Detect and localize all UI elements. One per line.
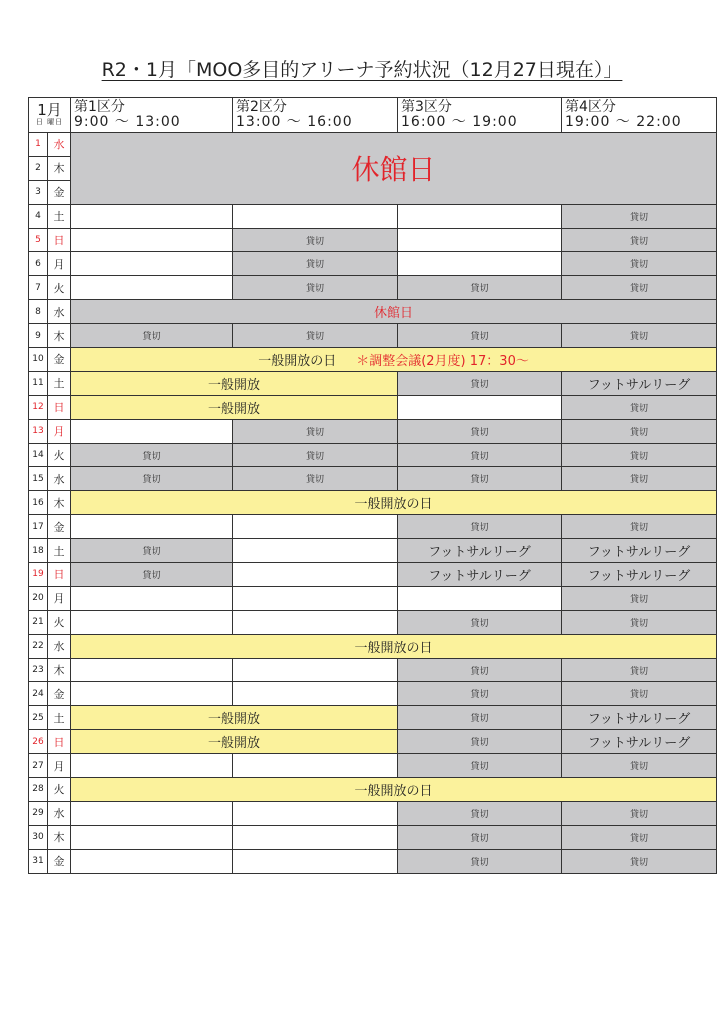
table-row [29, 467, 717, 491]
slot-empty [233, 204, 398, 228]
table-row [29, 515, 717, 539]
slot-booked: 貸切 [233, 252, 398, 276]
weekday: 日 [48, 228, 71, 252]
open-day-cell [71, 348, 717, 372]
reservation-table [28, 97, 717, 874]
day-number: 7 [29, 276, 48, 300]
table-row [29, 276, 717, 300]
slot-booked: 貸切 [233, 467, 398, 491]
open-day-cell: 一般開放の日 [71, 634, 717, 658]
day-number: 22 [29, 634, 48, 658]
day-number: 23 [29, 658, 48, 682]
day-number: 9 [29, 324, 48, 348]
weekday: 金 [48, 348, 71, 372]
page-title [0, 55, 724, 82]
slot-booked: 貸切 [562, 252, 717, 276]
table-row [29, 300, 717, 324]
weekday: 土 [48, 204, 71, 228]
weekday-col-label: 曜日 [47, 118, 64, 126]
weekday: 火 [48, 610, 71, 634]
weekday: 水 [48, 634, 71, 658]
slot-booked: 貸切 [233, 419, 398, 443]
table-row [29, 324, 717, 348]
slot-booked: 貸切 [233, 276, 398, 300]
slot-booked: 貸切 [398, 658, 562, 682]
weekday: 木 [48, 491, 71, 515]
slot-empty [233, 754, 398, 778]
table-row [29, 491, 717, 515]
slot-name: 第3区分 [401, 99, 452, 115]
slot-empty [71, 276, 233, 300]
slot-empty [71, 515, 233, 539]
weekday: 水 [48, 801, 71, 825]
table-row [29, 706, 717, 730]
slot-booked: 貸切 [562, 801, 717, 825]
slot-empty [398, 252, 562, 276]
slot-booked: 貸切 [562, 610, 717, 634]
day-number: 24 [29, 682, 48, 706]
slot-empty [233, 849, 398, 873]
slot-futsal: フットサルリーグ [562, 539, 717, 563]
slot-booked: 貸切 [233, 228, 398, 252]
table-row [29, 634, 717, 658]
day-number: 8 [29, 300, 48, 324]
slot-booked: 貸切 [398, 371, 562, 395]
slot-booked: 貸切 [562, 204, 717, 228]
slot-header-2 [233, 98, 398, 133]
table-row [29, 682, 717, 706]
day-number: 12 [29, 395, 48, 419]
slot-time: 13:00 〜 16:00 [236, 114, 353, 130]
slot-booked: 貸切 [562, 658, 717, 682]
day-number: 25 [29, 706, 48, 730]
slot-futsal: フットサルリーグ [398, 539, 562, 563]
slot-empty [71, 754, 233, 778]
table-row [29, 419, 717, 443]
weekday: 木 [48, 825, 71, 849]
weekday: 水 [48, 467, 71, 491]
slot-header-4 [562, 98, 717, 133]
day-number: 27 [29, 754, 48, 778]
slot-booked: 貸切 [71, 324, 233, 348]
day-number: 18 [29, 539, 48, 563]
slot-booked: 貸切 [398, 825, 562, 849]
table-row [29, 610, 717, 634]
day-number: 4 [29, 204, 48, 228]
slot-empty [71, 801, 233, 825]
slot-booked: 貸切 [562, 467, 717, 491]
slot-empty [398, 586, 562, 610]
table-row [29, 228, 717, 252]
day-number: 10 [29, 348, 48, 372]
slot-booked: 貸切 [71, 443, 233, 467]
open-day-cell: 一般開放の日 [71, 491, 717, 515]
slot-futsal: フットサルリーグ [562, 706, 717, 730]
day-number: 6 [29, 252, 48, 276]
day-number: 29 [29, 801, 48, 825]
slot-booked: 貸切 [233, 443, 398, 467]
weekday: 土 [48, 706, 71, 730]
meeting-note: ＊調整会議(2月度) 17：30〜 [356, 353, 529, 369]
slot-empty [71, 682, 233, 706]
slot-booked: 貸切 [562, 754, 717, 778]
table-row [29, 348, 717, 372]
open-day-cell: 一般開放の日 [71, 778, 717, 802]
weekday: 日 [48, 563, 71, 587]
weekday: 火 [48, 276, 71, 300]
day-number: 20 [29, 586, 48, 610]
weekday: 火 [48, 778, 71, 802]
day-number: 21 [29, 610, 48, 634]
slot-booked: 貸切 [562, 586, 717, 610]
weekday: 月 [48, 586, 71, 610]
table-row [29, 730, 717, 754]
slot-booked: 貸切 [562, 276, 717, 300]
header-row [29, 98, 717, 133]
slot-booked: 貸切 [562, 228, 717, 252]
table-row [29, 204, 717, 228]
slot-booked: 貸切 [562, 324, 717, 348]
slot-booked: 貸切 [398, 849, 562, 873]
weekday: 金 [48, 682, 71, 706]
weekday: 木 [48, 324, 71, 348]
table-row [29, 395, 717, 419]
slot-empty [71, 252, 233, 276]
slot-open: 一般開放 [71, 371, 398, 395]
table-row [29, 801, 717, 825]
day-number: 3 [29, 180, 48, 204]
slot-empty [398, 228, 562, 252]
slot-empty [233, 658, 398, 682]
day-number: 13 [29, 419, 48, 443]
slot-booked: 貸切 [71, 467, 233, 491]
day-number: 14 [29, 443, 48, 467]
slot-empty [71, 419, 233, 443]
weekday: 土 [48, 539, 71, 563]
slot-time: 16:00 〜 19:00 [401, 114, 518, 130]
slot-open: 一般開放 [71, 706, 398, 730]
day-number: 16 [29, 491, 48, 515]
slot-booked: 貸切 [562, 443, 717, 467]
slot-empty [71, 658, 233, 682]
slot-empty [233, 563, 398, 587]
day-number: 5 [29, 228, 48, 252]
slot-booked: 貸切 [398, 324, 562, 348]
slot-booked: 貸切 [398, 730, 562, 754]
slot-empty [233, 801, 398, 825]
slot-name: 第4区分 [565, 99, 616, 115]
day-col-label: 日 [35, 118, 44, 126]
slot-header-1 [71, 98, 233, 133]
day-number: 2 [29, 156, 48, 180]
day-number: 15 [29, 467, 48, 491]
slot-booked: 貸切 [562, 849, 717, 873]
weekday: 水 [48, 300, 71, 324]
month-label: 1月 [37, 101, 62, 119]
slot-empty [233, 610, 398, 634]
slot-booked: 貸切 [398, 610, 562, 634]
slot-empty [71, 586, 233, 610]
table-row [29, 133, 717, 157]
slot-name: 第2区分 [236, 99, 287, 115]
table-row [29, 658, 717, 682]
slot-empty [71, 610, 233, 634]
table-row [29, 778, 717, 802]
slot-booked: 貸切 [562, 395, 717, 419]
slot-booked: 貸切 [398, 706, 562, 730]
slot-empty [233, 682, 398, 706]
closed-cell: 休館日 [71, 133, 717, 205]
weekday: 金 [48, 515, 71, 539]
slot-time: 9:00 〜 13:00 [74, 114, 181, 130]
slot-empty [71, 849, 233, 873]
slot-empty [71, 204, 233, 228]
slot-booked: 貸切 [562, 419, 717, 443]
weekday: 金 [48, 849, 71, 873]
slot-futsal: フットサルリーグ [398, 563, 562, 587]
slot-booked: 貸切 [398, 801, 562, 825]
slot-name: 第1区分 [74, 99, 125, 115]
slot-empty [233, 539, 398, 563]
slot-time: 19:00 〜 22:00 [565, 114, 682, 130]
slot-booked: 貸切 [398, 754, 562, 778]
slot-empty [398, 395, 562, 419]
weekday: 日 [48, 730, 71, 754]
table-row [29, 849, 717, 873]
table-row [29, 563, 717, 587]
slot-empty [233, 515, 398, 539]
day-number: 11 [29, 371, 48, 395]
title-text: R2・1月「MOO多目的アリーナ予約状況（12月27日現在）」 [101, 59, 623, 81]
weekday: 火 [48, 443, 71, 467]
slot-empty [233, 825, 398, 849]
month-cell [29, 98, 71, 133]
slot-booked: 貸切 [398, 467, 562, 491]
slot-futsal: フットサルリーグ [562, 563, 717, 587]
slot-booked: 貸切 [398, 515, 562, 539]
weekday: 水 [48, 133, 71, 157]
slot-booked: 貸切 [233, 324, 398, 348]
slot-booked: 貸切 [398, 419, 562, 443]
day-number: 28 [29, 778, 48, 802]
slot-header-3 [398, 98, 562, 133]
weekday: 月 [48, 419, 71, 443]
slot-empty [398, 204, 562, 228]
closed-cell: 休館日 [71, 300, 717, 324]
slot-booked: 貸切 [398, 443, 562, 467]
slot-empty [233, 586, 398, 610]
slot-futsal: フットサルリーグ [562, 730, 717, 754]
day-number: 26 [29, 730, 48, 754]
table-row [29, 754, 717, 778]
slot-booked: 貸切 [562, 515, 717, 539]
slot-booked: 貸切 [71, 563, 233, 587]
slot-booked: 貸切 [398, 276, 562, 300]
weekday: 木 [48, 156, 71, 180]
day-number: 19 [29, 563, 48, 587]
table-row [29, 443, 717, 467]
table-row [29, 539, 717, 563]
slot-empty [71, 228, 233, 252]
day-number: 1 [29, 133, 48, 157]
slot-open: 一般開放 [71, 730, 398, 754]
slot-open: 一般開放 [71, 395, 398, 419]
slot-empty [71, 825, 233, 849]
day-number: 31 [29, 849, 48, 873]
weekday: 土 [48, 371, 71, 395]
table-row [29, 586, 717, 610]
slot-futsal: フットサルリーグ [562, 371, 717, 395]
weekday: 日 [48, 395, 71, 419]
day-number: 30 [29, 825, 48, 849]
table-row [29, 371, 717, 395]
weekday: 月 [48, 252, 71, 276]
table-row [29, 825, 717, 849]
day-number: 17 [29, 515, 48, 539]
open-day-label: 一般開放の日 [258, 353, 337, 369]
weekday: 木 [48, 658, 71, 682]
slot-booked: 貸切 [398, 682, 562, 706]
slot-booked: 貸切 [562, 825, 717, 849]
weekday: 月 [48, 754, 71, 778]
slot-booked: 貸切 [71, 539, 233, 563]
slot-booked: 貸切 [562, 682, 717, 706]
table-row [29, 252, 717, 276]
weekday: 金 [48, 180, 71, 204]
